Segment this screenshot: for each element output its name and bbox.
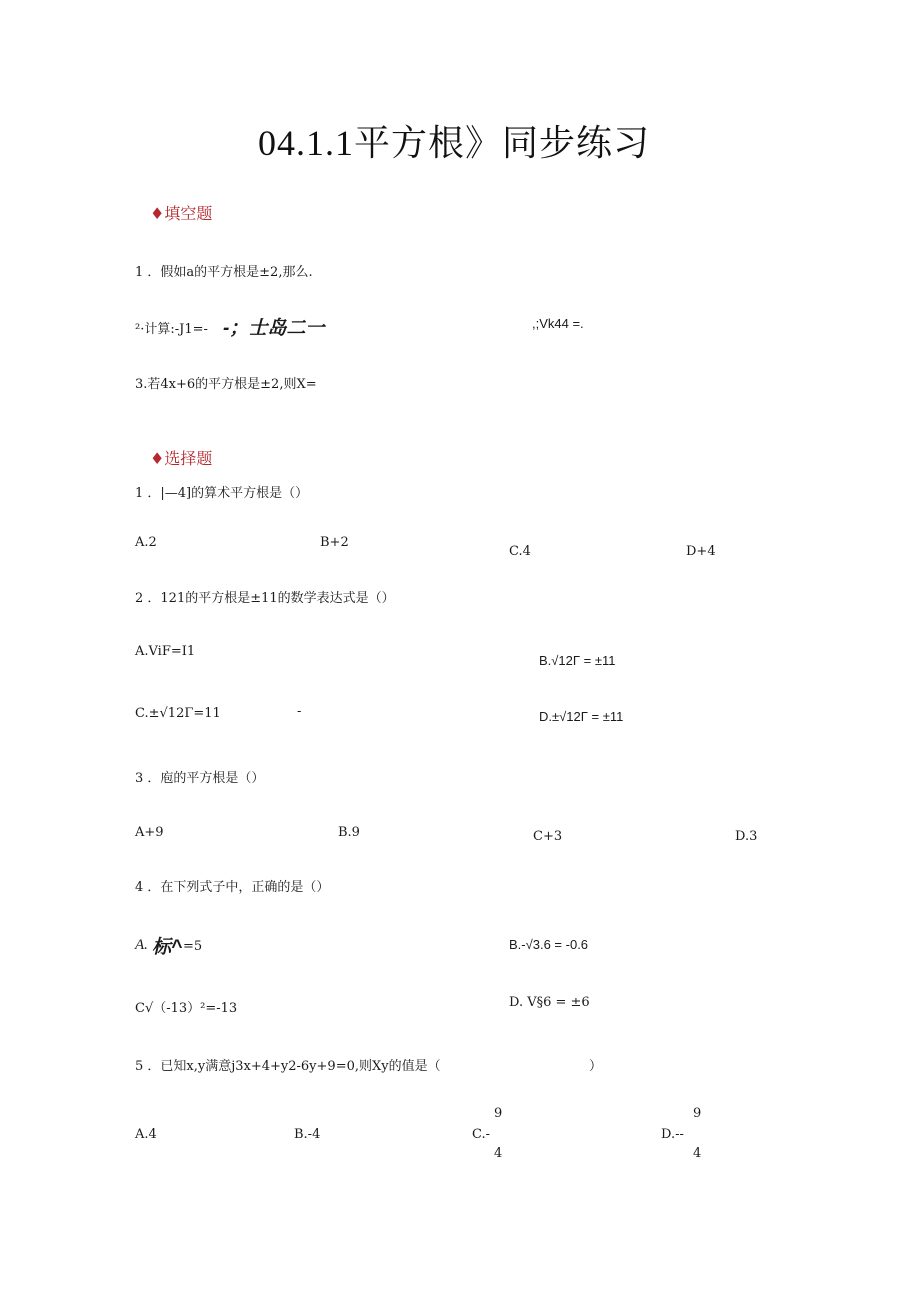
q3-option-a: A+9: [135, 825, 164, 840]
fill-question-3: 3.若4x+6的平方根是±2,则X=: [135, 377, 317, 392]
q2-option-b: B.√12Γ = ±11: [539, 653, 616, 668]
q3-option-d: D.3: [735, 829, 758, 844]
choice-question-2: 2 ．121的平方根是±11的数学表达式是（）: [135, 591, 395, 606]
q1-option-a: A.2: [135, 535, 157, 550]
choice-question-4: 4 ．在下列式子中，正确的是（）: [135, 880, 330, 895]
q1-option-c: C.4: [509, 544, 531, 559]
q5-option-d-denominator: 4: [693, 1146, 702, 1161]
q5-option-d: D.--: [661, 1127, 684, 1142]
q3-option-c: C+3: [533, 829, 563, 844]
q5-option-c: C.-: [472, 1127, 491, 1142]
fill-question-1: 1 ．假如a的平方根是±2,那么.: [135, 265, 313, 280]
choice-question-1: 1 ．|—4]的算术平方根是（）: [135, 486, 309, 501]
fill-question-2-prefix: ²·计算:-J1=-: [135, 322, 208, 337]
fill-question-2-bold: -；士岛二一: [223, 318, 325, 339]
page-title: 04.1.1平方根》同步练习: [258, 123, 651, 163]
choice-question-5-close: ）: [589, 1059, 603, 1074]
choice-section-heading: ♦选择题: [150, 449, 213, 468]
q5-option-a: A.4: [135, 1127, 157, 1142]
fill-question-2-right: ,;Vk44 =.: [532, 316, 584, 331]
q2-option-c-mark: -: [297, 704, 302, 719]
choice-question-5: 5 ．已知x,y满意j3x+4+y2-6y+9=0,则Xy的值是（: [135, 1059, 441, 1074]
q4-option-a-bold: 标^: [152, 937, 183, 958]
q4-option-d: D. V§6 = ±6: [509, 995, 590, 1010]
q5-option-d-numerator: 9: [693, 1106, 702, 1121]
fill-section-heading: ♦填空题: [150, 204, 213, 223]
q4-option-a-prefix: A.: [135, 937, 148, 953]
choice-question-3: 3 ．庖的平方根是（）: [135, 771, 265, 786]
q5-option-b: B.-4: [294, 1127, 321, 1142]
q4-option-a-suffix: =5: [183, 939, 203, 954]
q3-option-b: B.9: [338, 825, 360, 840]
q5-option-c-numerator: 9: [494, 1106, 503, 1121]
q1-option-b: B+2: [320, 535, 349, 550]
q2-option-a: A.ViF=I1: [135, 644, 196, 659]
q4-option-c: C√（-13）²=-13: [135, 1001, 238, 1016]
q5-option-c-denominator: 4: [494, 1146, 503, 1161]
q1-option-d: D+4: [686, 544, 716, 559]
q2-option-d: D.±√12Γ = ±11: [539, 709, 624, 724]
q4-option-b: B.-√3.6 = -0.6: [509, 937, 589, 952]
q2-option-c: C.±√12Γ=11: [135, 706, 221, 721]
